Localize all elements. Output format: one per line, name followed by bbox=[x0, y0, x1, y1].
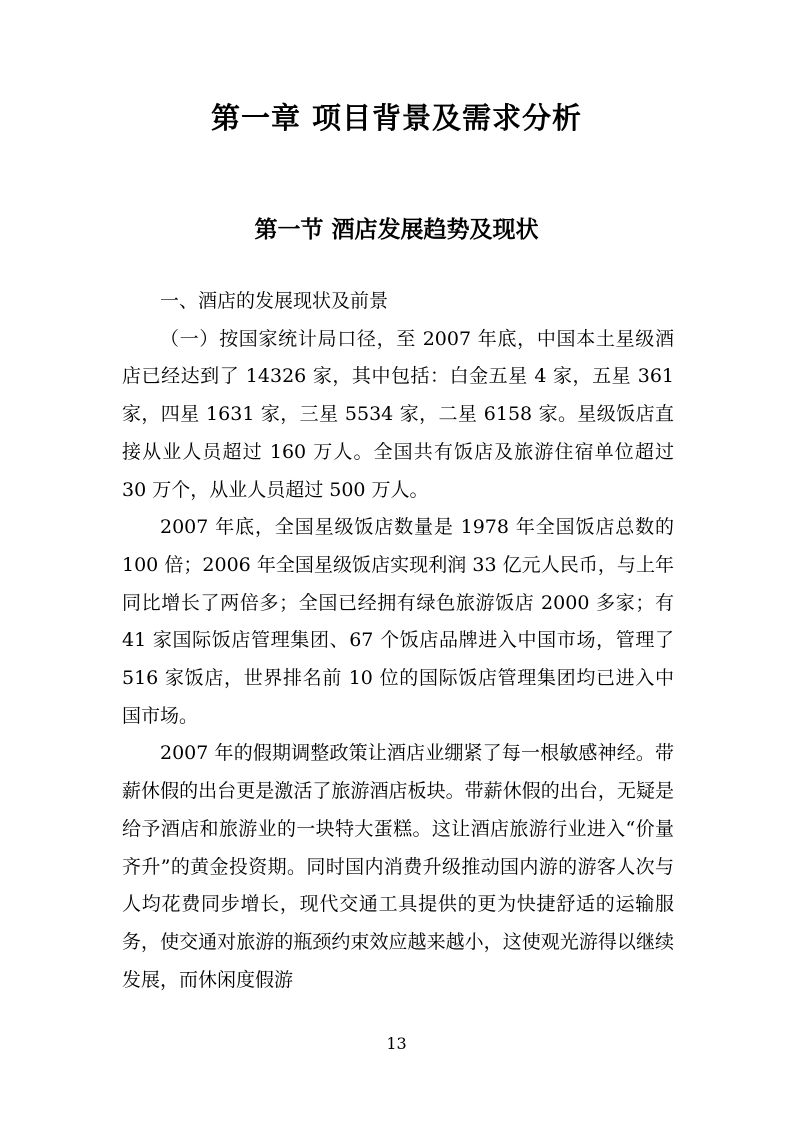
chapter-title: 第一章 项目背景及需求分析 bbox=[210, 101, 583, 135]
paragraph-1: （一）按国家统计局口径，至 2007 年底，中国本土星级酒店已经达到了 14326 家，其中包括：白金五星 4 家，五星 361 家，四星 1631 家，三星 5534 家，二星 6158 家。星级饭店直接从业人员超过 160 万人。全国共有饭店及旅游住宿单位超过 30 万个，从业人员超过 500 万人。 bbox=[122, 327, 674, 501]
paragraph-3: 2007 年的假期调整政策让酒店业绷紧了每一根敏感神经。带薪休假的出台更是激活了旅游酒店板块。带薪休假的出台，无疑是给予酒店和旅游业的一块特大蛋糕。这让酒店旅游行业进入“价量齐升”的黄金投资期。同时国内消费升级推动国内游的游客人次与人均花费同步增长，现代交通工具提供的更为快捷舒适的运输服务，使交通对旅游的瓶颈约束效应越来越小，这使观光游得以继续发展，而休闲度假游 bbox=[122, 742, 674, 991]
section-title: 第一节 酒店发展趋势及现状 bbox=[254, 216, 539, 243]
page-number: 13 bbox=[386, 1034, 407, 1053]
body-text bbox=[122, 283, 674, 999]
paragraph-2: 2007 年底，全国星级饭店数量是 1978 年全国饭店总数的 100 倍；2006 年全国星级饭店实现利润 33 亿元人民币，与上年同比增长了两倍多；全国已经拥有绿色旅游饭店 2000 多家；有 41 家国际饭店管理集团、67 个饭店品牌进入中国市场，管理了 516 家饭店，世界排名前 10 位的国际饭店管理集团均已进入中国市场。 bbox=[122, 516, 674, 727]
subheading: 一、酒店的发展现状及前景 bbox=[160, 290, 389, 312]
